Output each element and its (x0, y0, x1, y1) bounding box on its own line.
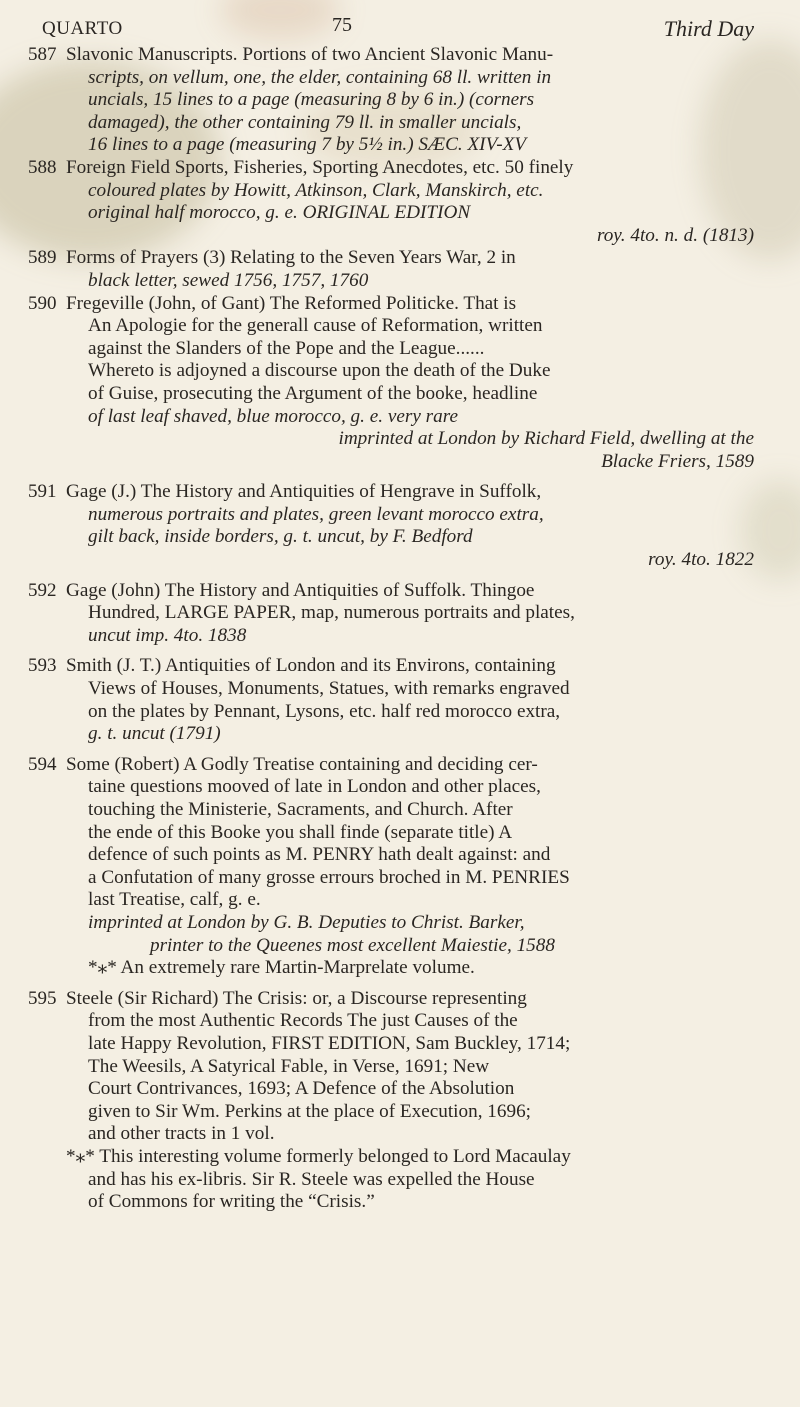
entry-line: against the Slanders of the Pope and the League...... (88, 337, 485, 359)
lot-number: 594 (28, 753, 57, 775)
page-number: 75 (332, 14, 352, 36)
lot-number: 588 (28, 156, 57, 178)
lot-entry (0, 655, 800, 745)
lot-entry (0, 157, 800, 247)
entry-line: 16 lines to a page (measuring 7 by 5½ in.) SÆC. XIV-XV (88, 134, 527, 156)
entry-line: The Weesils, A Satyrical Fable, in Verse, 1691; New (88, 1055, 490, 1077)
lot-number: 590 (28, 292, 57, 314)
entry-line: Forms of Prayers (3) Relating to the Seven Years War, 2 in (66, 247, 516, 269)
entry-line: Whereto is adjoyned a discourse upon the death of the Duke (88, 360, 551, 382)
entry-line: roy. 4to. n. d. (1813) (596, 224, 754, 246)
entry-line: scripts, on vellum, one, the elder, containing 68 ll. written in (88, 66, 552, 88)
entry-line: *⁎* This interesting volume formerly belonged to Lord Macaulay (66, 1145, 571, 1167)
entry-line: coloured plates by Howitt, Atkinson, Clark, Manskirch, etc. (88, 179, 544, 201)
entry-line: original half morocco, g. e. ORIGINAL EDITION (88, 202, 471, 224)
entry-line: Foreign Field Sports, Fisheries, Sporting Anecdotes, etc. 50 finely (66, 156, 574, 178)
lot-number: 587 (28, 44, 57, 65)
header-format: QUARTO (42, 18, 123, 39)
entry-line: uncut imp. 4to. 1838 (88, 624, 247, 646)
lot-number: 595 (28, 987, 57, 1009)
entry-line: *⁎* An extremely rare Martin-Marprelate volume. (88, 957, 475, 979)
entry-line: on the plates by Pennant, Lysons, etc. half red morocco extra, (88, 700, 561, 722)
lot-number: 589 (28, 247, 57, 269)
lot-entry (0, 44, 800, 157)
entry-line: of Guise, prosecuting the Argument of the booke, headline (88, 382, 538, 404)
entry-line: Court Contrivances, 1693; A Defence of the Absolution (88, 1078, 515, 1100)
entry-line: Gage (John) The History and Antiquities of Suffolk. Thingoe (66, 579, 535, 601)
entry-line: Steele (Sir Richard) The Crisis: or, a Discourse representing (66, 987, 527, 1009)
entry-line: printer to the Queenes most excellent Maiestie, 1588 (150, 934, 555, 956)
entry-line: of Commons for writing the “Crisis.” (88, 1191, 375, 1213)
entry-line: late Happy Revolution, FIRST EDITION, Sam Buckley, 1714; (88, 1032, 571, 1054)
lot-entry (0, 580, 800, 648)
entry-line: gilt back, inside borders, g. t. uncut, by F. Bedford (88, 526, 473, 548)
lot-entry (0, 988, 800, 1214)
entry-line: taine questions mooved of late in London and other places, (88, 776, 541, 798)
entry-line: Smith (J. T.) Antiquities of London and its Environs, containing (66, 655, 556, 677)
entry-line: Slavonic Manuscripts. Portions of two Ancient Slavonic Manu- (66, 44, 554, 65)
entry-line: roy. 4to. 1822 (648, 549, 754, 571)
entry-line: and other tracts in 1 vol. (88, 1123, 275, 1145)
entry-line: last Treatise, calf, g. e. (88, 889, 261, 911)
entry-line: of last leaf shaved, blue morocco, g. e. very rare (88, 405, 458, 427)
entry-line: and has his ex-libris. Sir R. Steele was expelled the House (88, 1168, 535, 1190)
entry-line: imprinted at London by G. B. Deputies to Christ. Barker, (88, 911, 525, 933)
lot-entry (0, 754, 800, 980)
lot-number: 592 (28, 579, 57, 601)
entry-line: Blacke Friers, 1589 (601, 450, 754, 472)
entry-line: Gage (J.) The History and Antiquities of Hengrave in Suffolk, (66, 481, 542, 503)
entry-line: a Confutation of many grosse errours broched in M. PENRIES (88, 866, 570, 888)
entry-line: the ende of this Booke you shall finde (separate title) A (88, 821, 513, 843)
entry-line: uncials, 15 lines to a page (measuring 8 by 6 in.) (corners (88, 89, 535, 111)
entry-line: imprinted at London by Richard Field, dwelling at the (338, 428, 754, 450)
page-header (42, 14, 754, 44)
entry-line: from the most Authentic Records The just Causes of the (88, 1010, 518, 1032)
lot-entry (0, 247, 800, 292)
entry-line: Fregeville (John, of Gant) The Reformed Politicke. That is (66, 292, 517, 314)
entry-line: damaged), the other containing 79 ll. in smaller uncials, (88, 111, 522, 133)
lot-entry (0, 293, 800, 474)
entry-line: black letter, sewed 1756, 1757, 1760 (88, 269, 369, 291)
lot-entry (0, 481, 800, 571)
entry-line: Some (Robert) A Godly Treatise containing and deciding cer- (66, 753, 538, 775)
entry-line: Views of Houses, Monuments, Statues, with remarks engraved (88, 678, 570, 700)
entry-line: g. t. uncut (1791) (88, 723, 221, 745)
entry-line: given to Sir Wm. Perkins at the place of Execution, 1696; (88, 1100, 531, 1122)
entry-line: defence of such points as M. PENRY hath dealt against: and (88, 844, 551, 866)
entry-line: numerous portraits and plates, green levant morocco extra, (88, 503, 544, 525)
entry-line: An Apologie for the generall cause of Reformation, written (88, 315, 543, 337)
header-day: Third Day (663, 16, 754, 41)
lot-number: 591 (28, 481, 57, 503)
lot-number: 593 (28, 655, 57, 677)
entry-line: Hundred, LARGE PAPER, map, numerous portraits and plates, (88, 602, 575, 624)
entry-line: touching the Ministerie, Sacraments, and Church. After (88, 799, 513, 820)
catalogue-entries (0, 44, 800, 1214)
